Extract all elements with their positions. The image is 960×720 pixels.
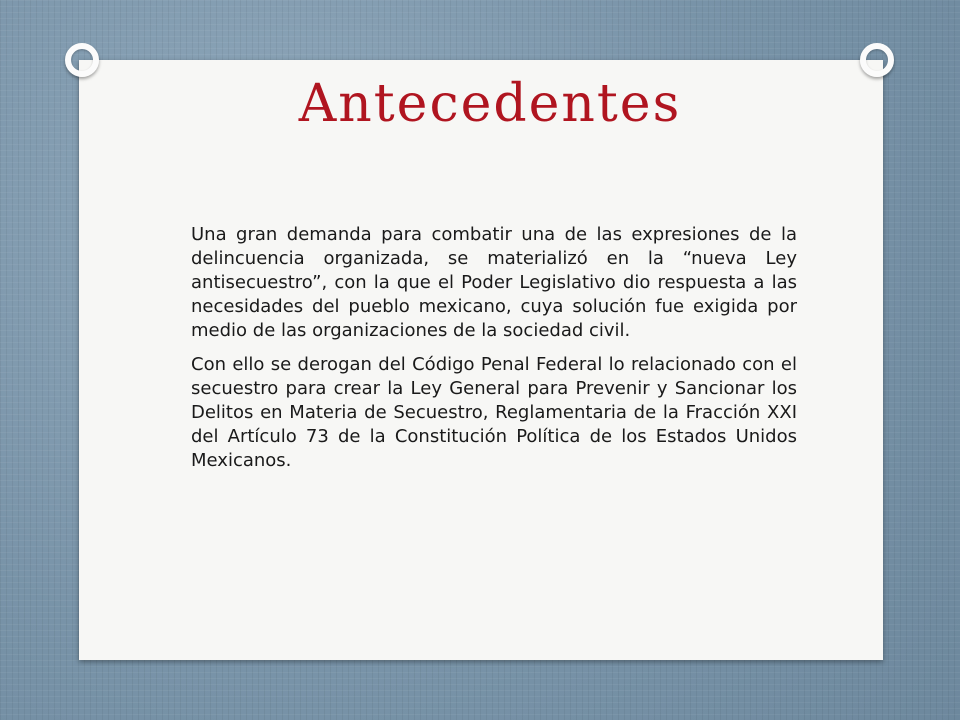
slide-body bbox=[191, 223, 797, 483]
body-paragraph: Con ello se derogan del Código Penal Federal lo relacionado con el secuestro para crear la Ley General para Prevenir y Sancionar los Delitos en Materia de Secuestro, Reglamentaria de la Fracción XXI del Artículo 73 de la Constitución Política de los Estados Unidos Mexicanos. bbox=[191, 354, 797, 471]
slide-title: Antecedentes bbox=[298, 74, 682, 134]
pin-ring-icon bbox=[860, 43, 894, 77]
pin-ring-icon bbox=[65, 43, 99, 77]
body-paragraph: Una gran demanda para combatir una de las expresiones de la delincuencia organizada, se materializó en la “nueva Ley antisecuestro”, con la que el Poder Legislativo dio respuesta a las necesidades del pueblo mexicano, cuya solución fue exigida por medio de las organizaciones de la sociedad civil. bbox=[191, 224, 797, 341]
